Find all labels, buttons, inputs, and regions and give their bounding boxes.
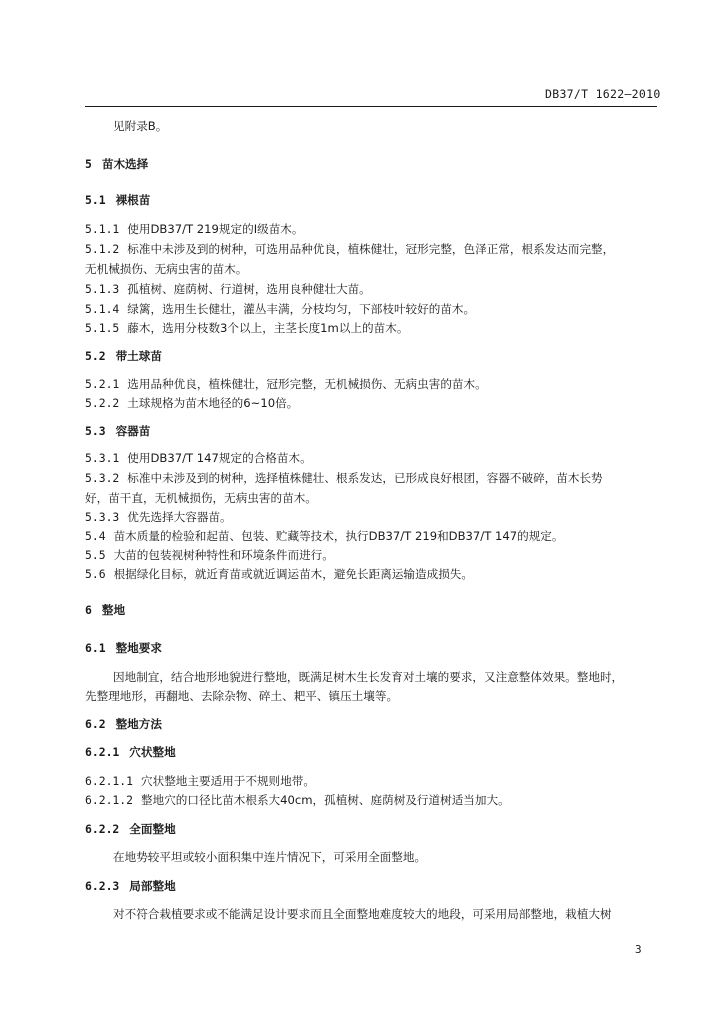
clause-6-2-1-1: 6.2.1.1 穴状整地主要适用于不规则地带。	[85, 774, 315, 788]
section-heading-6: 6 整地	[85, 603, 126, 617]
paragraph-line: 先整理地形，再翻地、去除杂物、碎土、耙平、镇压土壤等。	[85, 689, 399, 703]
subsection-heading-5-1: 5.1 裸根苗	[85, 193, 151, 207]
paragraph-line: 见附录B。	[113, 119, 168, 133]
subsection-heading-6-2-2: 6.2.2 全面整地	[85, 822, 176, 836]
subsection-heading-5-2: 5.2 带土球苗	[85, 349, 162, 363]
paragraph-line: 对不符合栽植要求或不能满足设计要求而且全面整地难度较大的地段，可采用局部整地，栽植大树	[113, 907, 612, 921]
clause-5-1-5: 5.1.5 藤木，选用分枝数3个以上，主茎长度1m以上的苗木。	[85, 321, 409, 335]
clause-5-2-1: 5.2.1 选用品种优良，植株健壮，冠形完整，无机械损伤、无病虫害的苗木。	[85, 377, 487, 391]
clause-5-4: 5.4 苗木质量的检验和起苗、包装、贮藏等技术，执行DB37/T 219和DB37/T 147的规定。	[85, 529, 564, 543]
paragraph-line: 因地制宜，结合地形地貌进行整地，既满足树木生长发育对土壤的要求，又注意整体效果。整地时，	[113, 670, 624, 684]
section-heading-5: 5 苗木选择	[85, 157, 149, 171]
standard-code-header: DB37/T 1622—2010	[545, 87, 661, 101]
clause-5-2-2: 5.2.2 土球规格为苗木地径的6~10倍。	[85, 396, 299, 410]
subsection-heading-6-2-1: 6.2.1 穴状整地	[85, 745, 176, 759]
page-number: 3	[635, 943, 642, 956]
clause-continuation: 无机械损伤、无病虫害的苗木。	[85, 262, 248, 276]
clause-5-1-3: 5.1.3 孤植树、庭荫树、行道树，选用良种健壮大苗。	[85, 282, 371, 296]
clause-5-1-2: 5.1.2 标准中未涉及到的树种，可选用品种优良，植株健壮，冠形完整，色泽正常，根系发达而完整，	[85, 242, 615, 256]
subsection-heading-6-2: 6.2 整地方法	[85, 717, 162, 731]
clause-5-3-1: 5.3.1 使用DB37/T 147规定的合格苗木。	[85, 451, 312, 465]
clause-6-2-1-2: 6.2.1.2 整地穴的口径比苗木根系大40cm，孤植树、庭荫树及行道树适当加大。	[85, 793, 510, 807]
clause-5-1-4: 5.1.4 绿篱，选用生长健壮，灌丛丰满，分枝均匀，下部枝叶较好的苗木。	[85, 302, 476, 316]
clause-continuation: 好，苗干直，无机械损伤，无病虫害的苗木。	[85, 491, 317, 505]
paragraph-line: 在地势较平坦或较小面积集中连片情况下，可采用全面整地。	[113, 850, 427, 864]
clause-5-3-3: 5.3.3 优先选择大容器苗。	[85, 510, 232, 524]
header-rule	[85, 106, 657, 107]
clause-5-3-2: 5.3.2 标准中未涉及到的树种，选择植株健壮、根系发达，已形成良好根团，容器不破碎，苗木长势	[85, 471, 603, 485]
clause-5-1-1: 5.1.1 使用DB37/T 219规定的Ⅰ级苗木。	[85, 222, 304, 236]
subsection-heading-5-3: 5.3 容器苗	[85, 424, 151, 438]
subsection-heading-6-2-3: 6.2.3 局部整地	[85, 879, 176, 893]
clause-5-6: 5.6 根据绿化目标，就近育苗或就近调运苗木，避免长距离运输造成损失。	[85, 567, 473, 581]
clause-5-5: 5.5 大苗的包装视树种特性和环境条件而进行。	[85, 548, 334, 562]
subsection-heading-6-1: 6.1 整地要求	[85, 641, 162, 655]
